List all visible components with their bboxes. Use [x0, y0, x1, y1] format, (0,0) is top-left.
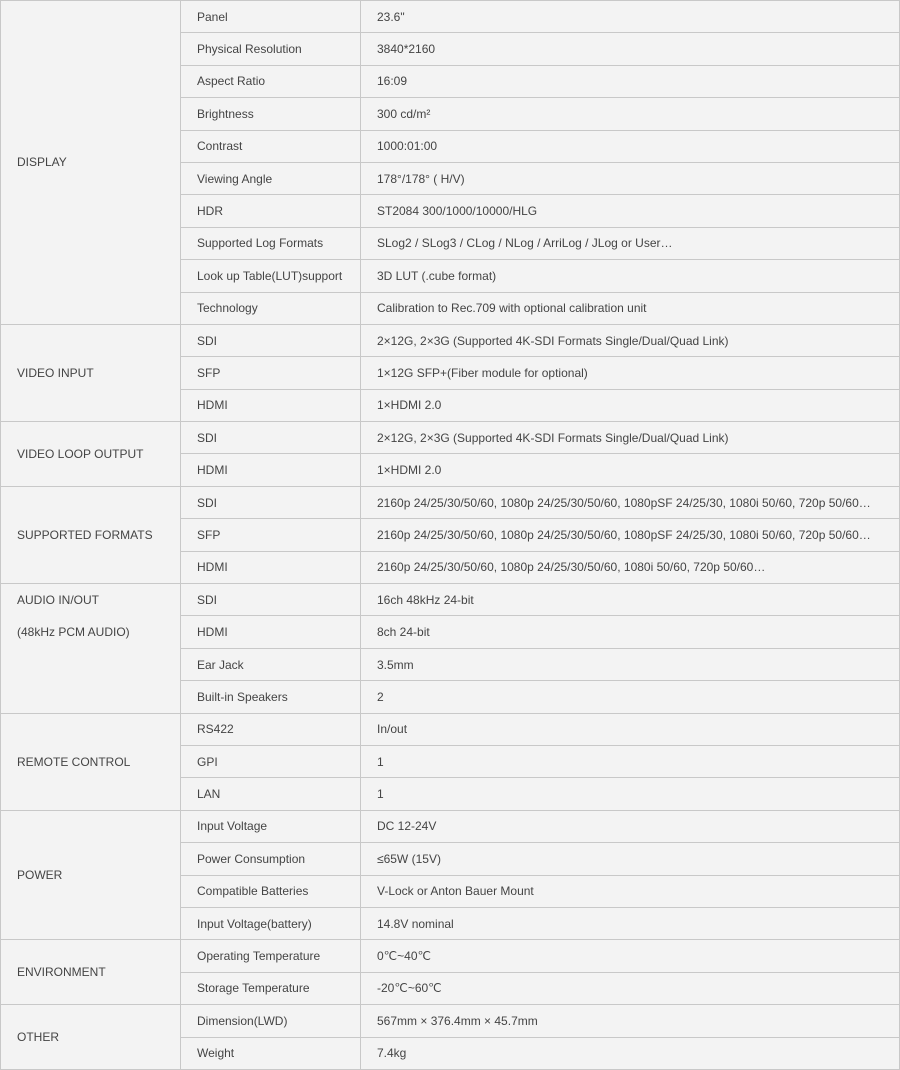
section-category-label: VIDEO LOOP OUTPUT: [17, 446, 144, 461]
spec-row: [1, 1, 900, 33]
spec-name-cell: RS422: [181, 713, 361, 745]
section-category-label: POWER: [17, 868, 63, 883]
section-category-label: DISPLAY: [17, 155, 67, 170]
spec-value-cell: 1×HDMI 2.0: [361, 454, 900, 486]
spec-name-cell: Supported Log Formats: [181, 227, 361, 259]
spec-name-cell: Input Voltage(battery): [181, 907, 361, 939]
spec-name-cell: LAN: [181, 778, 361, 810]
spec-name-cell: SFP: [181, 357, 361, 389]
spec-name-cell: HDMI: [181, 389, 361, 421]
spec-value-cell: 2: [361, 681, 900, 713]
spec-table-body: [1, 1, 900, 1070]
section-category: [1, 422, 181, 487]
spec-name-cell: Built-in Speakers: [181, 681, 361, 713]
spec-value-cell: 1000:01:00: [361, 130, 900, 162]
spec-value-cell: 1×HDMI 2.0: [361, 389, 900, 421]
spec-value-cell: 2160p 24/25/30/50/60, 1080p 24/25/30/50/60, 1080i 50/60, 720p 50/60…: [361, 551, 900, 583]
spec-value-cell: 16:09: [361, 65, 900, 97]
spec-name-cell: SDI: [181, 584, 361, 616]
spec-value-cell: V-Lock or Anton Bauer Mount: [361, 875, 900, 907]
spec-value-cell: 2160p 24/25/30/50/60, 1080p 24/25/30/50/60, 1080pSF 24/25/30, 1080i 50/60, 720p 50/60…: [361, 519, 900, 551]
section-category-label: AUDIO IN/OUT: [17, 593, 100, 608]
spec-name-cell: Technology: [181, 292, 361, 324]
spec-value-cell: SLog2 / SLog3 / CLog / NLog / ArriLog / JLog or User…: [361, 227, 900, 259]
spec-value-cell: 0℃~40℃: [361, 940, 900, 972]
spec-name-cell: SFP: [181, 519, 361, 551]
spec-value-cell: 23.6": [361, 1, 900, 33]
spec-row: [1, 584, 900, 616]
section-category: [1, 486, 181, 583]
spec-name-cell: HDR: [181, 195, 361, 227]
section-category: [1, 940, 181, 1005]
spec-name-cell: Dimension(LWD): [181, 1005, 361, 1037]
spec-value-cell: 1×12G SFP+(Fiber module for optional): [361, 357, 900, 389]
spec-name-cell: Brightness: [181, 98, 361, 130]
spec-name-cell: Aspect Ratio: [181, 65, 361, 97]
section-category: [1, 584, 181, 714]
spec-name-cell: HDMI: [181, 551, 361, 583]
spec-value-cell: 178°/178° ( H/V): [361, 162, 900, 194]
spec-value-cell: 1: [361, 745, 900, 777]
spec-row: [1, 810, 900, 842]
spec-value-cell: 7.4kg: [361, 1037, 900, 1069]
section-category-label: OTHER: [17, 1030, 59, 1044]
spec-value-cell: In/out: [361, 713, 900, 745]
spec-value-cell: ST2084 300/1000/10000/HLG: [361, 195, 900, 227]
spec-name-cell: Panel: [181, 1, 361, 33]
spec-value-cell: 1: [361, 778, 900, 810]
section-category: [1, 324, 181, 421]
section-category-label: (48kHz PCM AUDIO): [17, 625, 130, 640]
spec-value-cell: DC 12-24V: [361, 810, 900, 842]
section-category: [1, 810, 181, 940]
spec-name-cell: SDI: [181, 486, 361, 518]
spec-name-cell: HDMI: [181, 454, 361, 486]
spec-row: [1, 324, 900, 356]
spec-name-cell: Viewing Angle: [181, 162, 361, 194]
spec-value-cell: 300 cd/m²: [361, 98, 900, 130]
spec-name-cell: Contrast: [181, 130, 361, 162]
spec-name-cell: Physical Resolution: [181, 33, 361, 65]
spec-name-cell: Ear Jack: [181, 648, 361, 680]
spec-row: [1, 713, 900, 745]
spec-value-cell: 3840*2160: [361, 33, 900, 65]
spec-name-cell: GPI: [181, 745, 361, 777]
spec-name-cell: Storage Temperature: [181, 972, 361, 1004]
spec-value-cell: -20℃~60℃: [361, 972, 900, 1004]
spec-name-cell: Look up Table(LUT)support: [181, 260, 361, 292]
spec-value-cell: 2×12G, 2×3G (Supported 4K-SDI Formats Single/Dual/Quad Link): [361, 422, 900, 454]
spec-row: [1, 486, 900, 518]
spec-value-cell: 2160p 24/25/30/50/60, 1080p 24/25/30/50/60, 1080pSF 24/25/30, 1080i 50/60, 720p 50/60…: [361, 486, 900, 518]
spec-value-cell: 8ch 24-bit: [361, 616, 900, 648]
spec-value-cell: 2×12G, 2×3G (Supported 4K-SDI Formats Single/Dual/Quad Link): [361, 324, 900, 356]
spec-name-cell: Power Consumption: [181, 843, 361, 875]
spec-row: [1, 1005, 900, 1037]
spec-row: [1, 940, 900, 972]
spec-name-cell: Weight: [181, 1037, 361, 1069]
section-category: [1, 1, 181, 325]
spec-name-cell: Compatible Batteries: [181, 875, 361, 907]
spec-name-cell: SDI: [181, 324, 361, 356]
spec-name-cell: HDMI: [181, 616, 361, 648]
spec-value-cell: Calibration to Rec.709 with optional calibration unit: [361, 292, 900, 324]
spec-name-cell: Input Voltage: [181, 810, 361, 842]
spec-value-cell: 16ch 48kHz 24-bit: [361, 584, 900, 616]
spec-value-cell: ≤65W (15V): [361, 843, 900, 875]
section-category-label: SUPPORTED FORMATS: [17, 527, 153, 542]
spec-name-cell: Operating Temperature: [181, 940, 361, 972]
spec-value-cell: 14.8V nominal: [361, 907, 900, 939]
spec-value-cell: 567mm × 376.4mm × 45.7mm: [361, 1005, 900, 1037]
section-category-label: VIDEO INPUT: [17, 365, 94, 380]
spec-name-cell: SDI: [181, 422, 361, 454]
section-category-label: ENVIRONMENT: [17, 965, 106, 980]
spec-value-cell: 3D LUT (.cube format): [361, 260, 900, 292]
spec-row: [1, 422, 900, 454]
spec-value-cell: 3.5mm: [361, 648, 900, 680]
section-category: [1, 713, 181, 810]
section-category: [1, 1005, 181, 1070]
section-category-label: REMOTE CONTROL: [17, 754, 131, 769]
